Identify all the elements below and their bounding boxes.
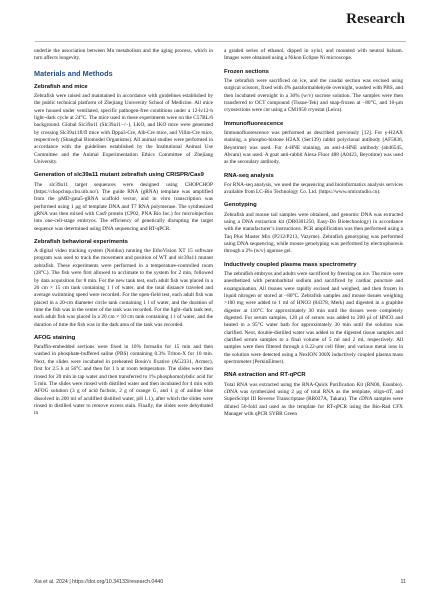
subsection-heading: Immunofluorescence xyxy=(224,120,284,127)
body-paragraph: Total RNA was extracted using the RNA-Quick Purification Kit (RN00, Esunbio). cDNA was synthesized using 2 μg of total RNA as the template, oligo-dT, and SuperScript III Reverse Transcriptase (RR037A, Takara). The cDNA samples were diluted 50-fold and used as the template for RT-qPCR using the Bio-Rad CFX Manager with qPCR SYBR Green xyxy=(224,381,403,417)
page-number: 11 xyxy=(400,579,406,585)
body-paragraph: The zebrafish were sacrificed on ice, and the caudal section was excised using surgical scissors, fixed with 4% paraformaldehyde overnight, washed with PBS, and then incubated overnight in a 30% (w/v) sucrose solution. The samples were then transferred to OCT compound (Tissue-Tek) and snap-frozen at −80°C, and 10-μm cryosections were cut using a CM1950 cryostat (Leica). xyxy=(224,77,403,114)
body-paragraph: Paraffin-embedded sections were fixed in 10% formalin for 15 min and then washed in phosphate-buffered saline (PBS) containing 0.3% Triton-X for 10 min. Next, the slides were incubated in preheated Bouin’s fixative (AG2331, Acmec), first for 2.5 h at 56°C and then for 1 h at room temperature. The slides were then rinsed for 20 min in tap water and then transferred to 1% phosphomolybdic acid for 5 min. The slides were rinsed with distilled water and then incubated for 4 min with AFOG solution (3 g of acid fuchsin, 2 g of orange G, and 1 g of aniline blue dissolved in 200 ml of acidified distilled water, pH 1.1), after which the slides were rinsed in distilled water to remove excess stain. Finally, the slides were dehydrated in xyxy=(34,344,213,417)
body-paragraph: Zebrafish were raised and maintained in accordance with guidelines established by the public technical platform of Zhejiang University School of Medicine. All mice were housed under ventilated, specific pathogen-free conditions under a 12-h/12-h light–dark cycle at 24°C. The mice used in these experiments were on the C57BL/6 background. Global Slc39a11 (Slc39a11−/−), LKO, and IKO mice were generated by crossing Slc39a11fl/fl mice with Dppa3-Cre, Alb-Cre mice, and Villin-Cre mice, respectively (Shanghai Biomodel Organisms). All animal studies were performed in accordance with the guidelines established by the Institutional Animal Use Committee and the Animal Experimentation Ethics Committee of Zhejiang University. xyxy=(34,92,213,165)
subsection-heading: Frozen sections xyxy=(224,68,269,75)
body-paragraph: a graded series of ethanol, dipped in xylol, and mounted with neutral balsam. Images were obtained using a Nikon Eclipse Ni microscope. xyxy=(224,48,403,62)
body-paragraph: For RNA-seq analysis, we used the sequencing and bioinformatics analysis services available from LC-Bio Technology Co. Ltd. (https://www.omicstudio.cn). xyxy=(224,181,403,196)
page-footer xyxy=(34,579,406,589)
header-divider xyxy=(35,41,406,42)
left-column xyxy=(34,48,213,418)
subsection-heading: Zebrafish behavioral experiments xyxy=(34,238,128,245)
section-heading: Materials and Methods xyxy=(34,68,113,78)
subsection-heading: AFOG staining xyxy=(34,334,76,341)
subsection-heading: RNA-seq analysis xyxy=(224,172,274,179)
subsection-heading: RNA extraction and RT-qPCR xyxy=(224,372,306,379)
body-paragraph: Immunofluorescence was performed as described previously [12]. For γ-H2AX staining, a phospho-histone H2AX (Ser139) rabbit polyclonal antibody (AF5836, Beyotime) was used. For 4-HNE staining, an anti-4-HNE antibody (ab46545, Abcam) was used. A goat anti-rabbit Alexa Fluor 488 (A0423, Beyotime) was used as the secondary antibody. xyxy=(224,129,403,166)
body-paragraph: underlie the association between Mn metabolism and the aging process, which in turn affects longevity. xyxy=(34,48,213,62)
page-header xyxy=(0,0,427,43)
body-paragraph: The zebrafish embryos and adults were sacrificed by freezing on ice. The mice were anesthetized with pentobarbital sodium and sacrificed by cardiac puncture and exsanguination. All tissues were rapidly excised and weighed, and then frozen in liquid nitrogen or stored at −80°C. Zebrafish samples and mouse tissues weighing >100 mg were added to 1 ml of HNO3 (84378, Merk) and digested in a graphite digester at 110°C for approximately 30 min until the tissues were completely digested. For serum samples, 120 μl of serum was added to 200 μl of HNO3 and heated in a 95°C water bath for approximately 30 min until the solution was clarified. Next, double-distilled water was added to the digested tissue samples and clarified serum samples to a final volume of 5 ml and 2 ml, respectively. All samples were then filtered through a 0.22-μm cell filter, and various metal ions in the solution were detected using a NexION 300X inductively coupled plasma mass spectrometer (PerkinElmer). xyxy=(224,270,403,366)
subsection-heading: Genotyping xyxy=(224,202,257,209)
right-column xyxy=(224,48,403,418)
journal-title: Research xyxy=(346,11,405,27)
subsection-heading: Zebrafish and mice xyxy=(34,83,88,90)
body-paragraph: Zebrafish and mouse tail samples were obtained, and genomic DNA was extracted using a DNA extraction kit (DR0301250, Easy-Do Biotechnology) in accordance with the manufacturer’s instructions. PCR amplification was then performed using a Taq Plus Master Mix (P212/P213, Vazyme). Zebrafish genotyping was performed using DNA sequencing, while mouse genotyping was performed by electrophoresis through a 2% (w/v) agarose gel. xyxy=(224,211,403,255)
body-paragraph: A digital video tracking system (Noldus) running the EthoVision XT 15 software program was used to track the movement and position of WT and slc39a11 mutant zebrafish. These experiments were performed in a temperature-controlled room (28°C). The fish were first allowed to acclimate to the system for 2 min, followed by data acquisition for 8 min. For the new tank test, each adult fish was placed in a 20 cm × 15 cm tank containing 1 l of water, and the total distance traveled and average swimming speed were recorded. For the open-field test, each adult fish was placed in a 20-cm diameter circle tank containing 1 l of water, and the duration of time the fish was in the center of the tank was recorded. For the light–dark tank test, each adult fish was placed in a 20 cm × 10 cm tank containing 1 l of water, and the duration of time the fish was in the dark area of the tank was recorded. xyxy=(34,248,213,328)
subsection-heading: Generation of slc39a11 mutant zebrafish using CRISPR/Cas9 xyxy=(34,172,204,179)
subsection-heading: Inductively coupled plasma mass spectrometry xyxy=(224,261,357,268)
footer-citation: Xia et al. 2024 | https://doi.org/10.34133/research.0440 xyxy=(34,579,164,585)
body-paragraph: The slc39a11 target sequences were designed using CHOPCHOP (https://chopchop.cbu.uib.no/). The guide RNA (gRNA) template was amplified from the pMD-gata5-gRNA scaffold vector, and in vitro transcription was performed using 1 μg of template DNA and T7 RNA polymerase. The synthesized gRNA was then mixed with Cas9 protein (CP02, PNA Bio Inc.) for microinjection into one-cell-stage embryos. The efficiency of genetically disrupting the target sequence was determined using DNA sequencing and RT-qPCR. xyxy=(34,181,213,232)
